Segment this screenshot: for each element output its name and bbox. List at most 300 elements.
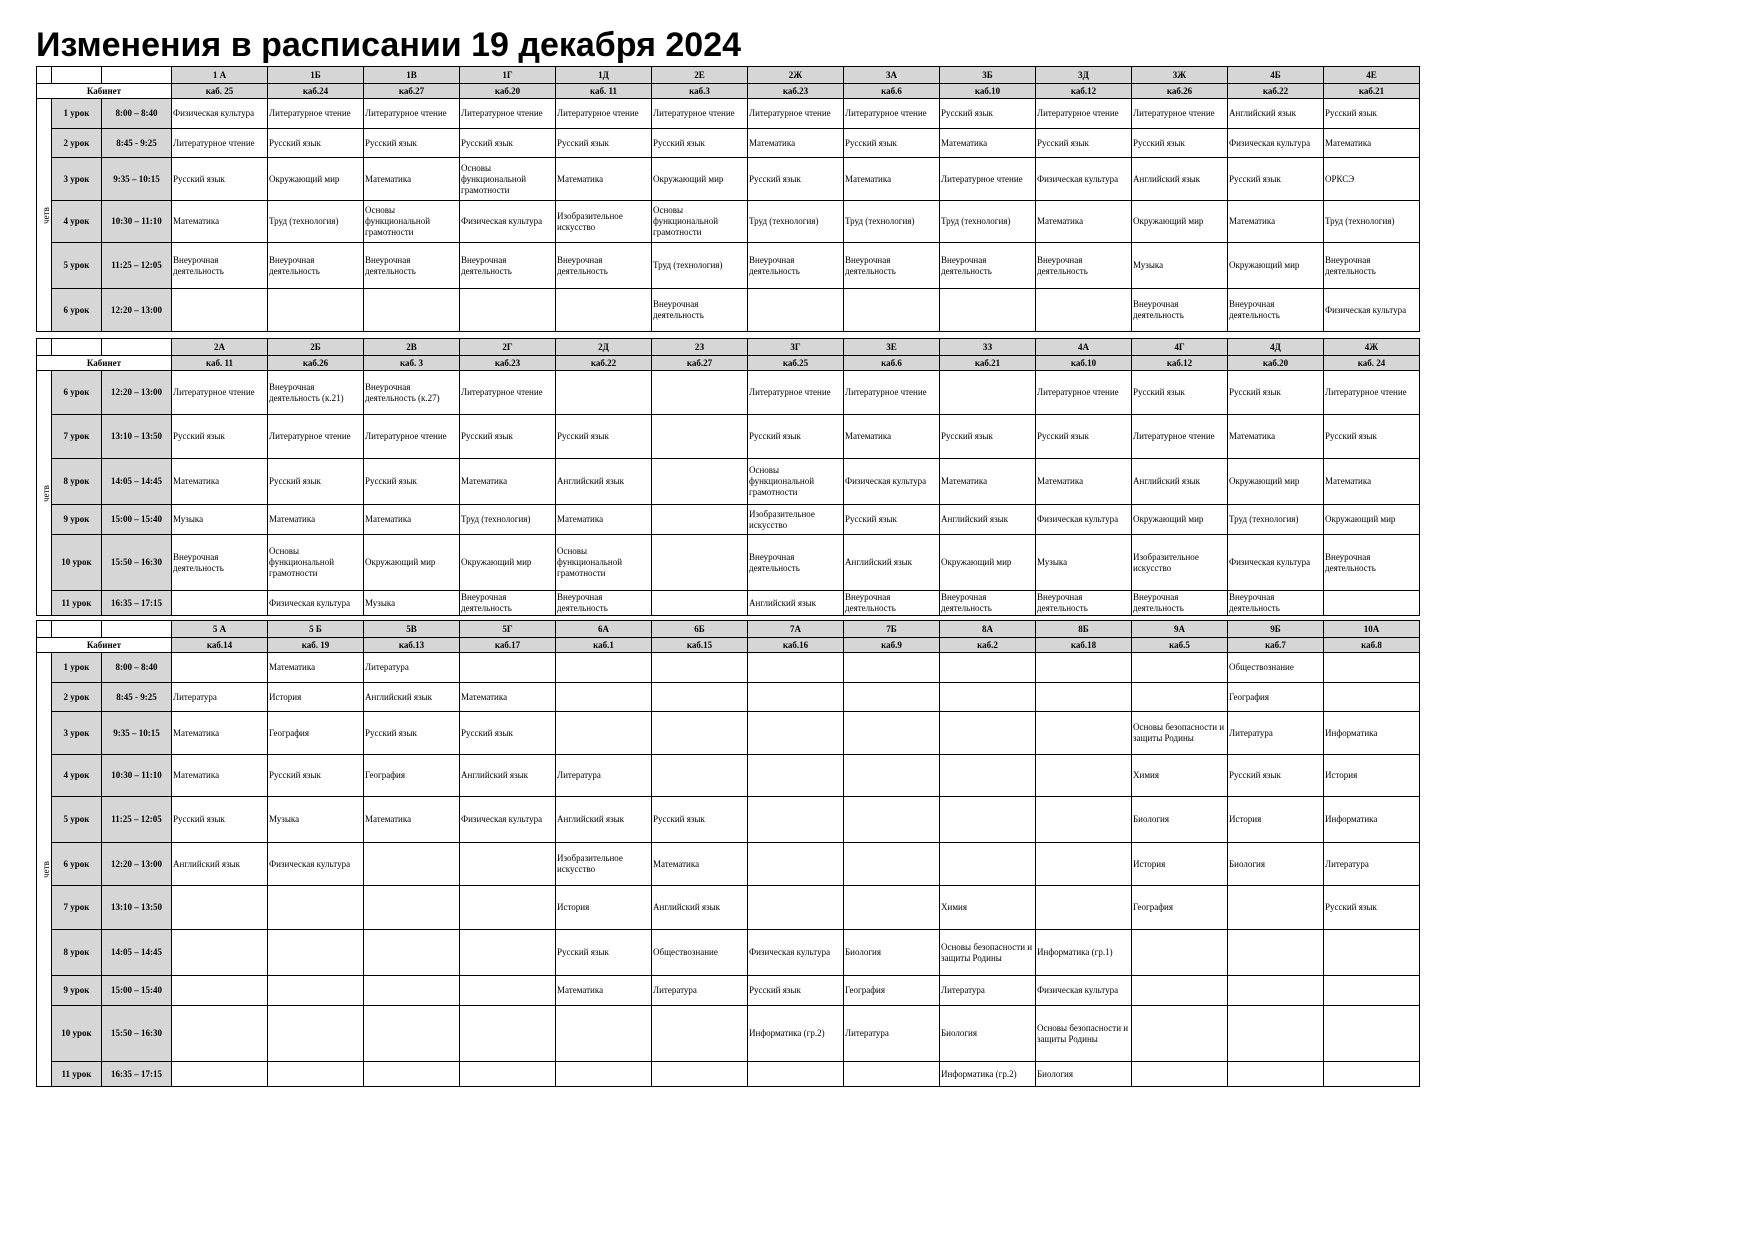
lesson-cell: Биология bbox=[940, 1006, 1036, 1062]
empty-lesson-cell bbox=[556, 1006, 652, 1062]
empty-lesson-cell bbox=[1036, 289, 1132, 332]
empty-lesson-cell bbox=[460, 1062, 556, 1087]
empty-lesson-cell bbox=[1132, 1062, 1228, 1087]
lesson-cell: Окружающий мир bbox=[940, 535, 1036, 591]
period-label: 7 урок bbox=[52, 415, 102, 459]
class-name: 10А bbox=[1324, 621, 1420, 638]
room-number: каб.13 bbox=[364, 638, 460, 653]
empty-lesson-cell bbox=[268, 886, 364, 930]
class-name: 7А bbox=[748, 621, 844, 638]
period-time: 9:35 – 10:15 bbox=[102, 712, 172, 755]
class-name: 2В bbox=[364, 339, 460, 356]
lesson-cell: Основы функциональной грамотности bbox=[460, 158, 556, 201]
empty-lesson-cell bbox=[268, 1006, 364, 1062]
room-number: каб.23 bbox=[748, 84, 844, 99]
empty-lesson-cell bbox=[652, 371, 748, 415]
lesson-cell: Физическая культура bbox=[1228, 535, 1324, 591]
lesson-cell: Окружающий мир bbox=[1132, 201, 1228, 243]
lesson-cell: Литература bbox=[556, 755, 652, 797]
period-time: 16:35 – 17:15 bbox=[102, 591, 172, 616]
room-number: каб. 19 bbox=[268, 638, 364, 653]
room-number: каб.17 bbox=[460, 638, 556, 653]
lesson-cell: Внеурочная деятельность bbox=[1132, 591, 1228, 616]
room-number: каб.22 bbox=[556, 356, 652, 371]
lesson-cell: Русский язык bbox=[268, 459, 364, 505]
period-time: 11:25 – 12:05 bbox=[102, 243, 172, 289]
room-number: каб.26 bbox=[268, 356, 364, 371]
lesson-cell: Информатика bbox=[1324, 797, 1420, 843]
class-name: 4Д bbox=[1228, 339, 1324, 356]
class-name: 3Б bbox=[940, 67, 1036, 84]
lesson-cell: Информатика (гр.1) bbox=[1036, 930, 1132, 976]
empty-lesson-cell bbox=[748, 797, 844, 843]
lesson-cell: Музыка bbox=[1036, 535, 1132, 591]
class-name: 2З bbox=[652, 339, 748, 356]
period-label: 3 урок bbox=[52, 712, 102, 755]
lesson-cell: Внеурочная деятельность (к.27) bbox=[364, 371, 460, 415]
lesson-cell: Русский язык bbox=[748, 415, 844, 459]
room-number: каб.5 bbox=[1132, 638, 1228, 653]
lesson-cell: Литературное чтение bbox=[364, 99, 460, 129]
lesson-cell: Математика bbox=[556, 505, 652, 535]
class-name: 5В bbox=[364, 621, 460, 638]
lesson-cell: Основы функциональной грамотности bbox=[748, 459, 844, 505]
class-name: 9Б bbox=[1228, 621, 1324, 638]
lesson-cell: Английский язык bbox=[652, 886, 748, 930]
empty-lesson-cell bbox=[268, 930, 364, 976]
empty-lesson-cell bbox=[1324, 683, 1420, 712]
empty-lesson-cell bbox=[940, 289, 1036, 332]
lesson-cell: Литературное чтение bbox=[268, 415, 364, 459]
empty-lesson-cell bbox=[268, 976, 364, 1006]
lesson-cell: Физическая культура bbox=[460, 797, 556, 843]
lesson-cell: Химия bbox=[940, 886, 1036, 930]
lesson-cell: Обществознание bbox=[652, 930, 748, 976]
empty-lesson-cell bbox=[940, 797, 1036, 843]
empty-lesson-cell bbox=[556, 653, 652, 683]
header-corner-time bbox=[102, 621, 172, 638]
room-number: каб. 24 bbox=[1324, 356, 1420, 371]
class-name: 5Г bbox=[460, 621, 556, 638]
lesson-cell: Русский язык bbox=[940, 99, 1036, 129]
empty-lesson-cell bbox=[364, 1006, 460, 1062]
room-number: каб.20 bbox=[460, 84, 556, 99]
page-title: Изменения в расписании 19 декабря 2024 bbox=[36, 26, 742, 64]
header-corner-day bbox=[37, 621, 52, 638]
empty-lesson-cell bbox=[1132, 930, 1228, 976]
lesson-cell: Русский язык bbox=[172, 158, 268, 201]
empty-lesson-cell bbox=[1132, 976, 1228, 1006]
lesson-cell: Русский язык bbox=[1036, 415, 1132, 459]
lesson-cell: Литературное чтение bbox=[844, 371, 940, 415]
class-name: 5 А bbox=[172, 621, 268, 638]
lesson-cell: Внеурочная деятельность bbox=[172, 535, 268, 591]
lesson-cell: Труд (технология) bbox=[844, 201, 940, 243]
class-name: 4Ж bbox=[1324, 339, 1420, 356]
empty-lesson-cell bbox=[460, 653, 556, 683]
empty-lesson-cell bbox=[1036, 683, 1132, 712]
lesson-cell: Русский язык bbox=[1324, 415, 1420, 459]
lesson-cell: Внеурочная деятельность bbox=[652, 289, 748, 332]
room-number: каб.24 bbox=[268, 84, 364, 99]
lesson-row bbox=[37, 201, 1420, 243]
room-row-caption: Кабинет bbox=[37, 638, 172, 653]
room-number: каб. 25 bbox=[172, 84, 268, 99]
lesson-cell: Русский язык bbox=[652, 129, 748, 158]
lesson-cell: Внеурочная деятельность bbox=[748, 535, 844, 591]
lesson-cell: Биология bbox=[844, 930, 940, 976]
lesson-cell: Русский язык bbox=[364, 712, 460, 755]
room-number: каб.10 bbox=[940, 84, 1036, 99]
lesson-cell: Внеурочная деятельность bbox=[460, 243, 556, 289]
room-number: каб.7 bbox=[1228, 638, 1324, 653]
empty-lesson-cell bbox=[940, 683, 1036, 712]
room-number: каб.27 bbox=[652, 356, 748, 371]
empty-lesson-cell bbox=[940, 653, 1036, 683]
lesson-row bbox=[37, 243, 1420, 289]
period-label: 10 урок bbox=[52, 1006, 102, 1062]
period-label: 5 урок bbox=[52, 797, 102, 843]
lesson-cell: Английский язык bbox=[844, 535, 940, 591]
lesson-cell: Математика bbox=[460, 683, 556, 712]
lesson-cell: Внеурочная деятельность bbox=[1132, 289, 1228, 332]
lesson-cell: Литература bbox=[844, 1006, 940, 1062]
lesson-cell: Окружающий мир bbox=[268, 158, 364, 201]
empty-lesson-cell bbox=[268, 1062, 364, 1087]
room-number: каб.23 bbox=[460, 356, 556, 371]
class-name: 2Ж bbox=[748, 67, 844, 84]
lesson-row bbox=[37, 653, 1420, 683]
empty-lesson-cell bbox=[940, 755, 1036, 797]
empty-lesson-cell bbox=[844, 843, 940, 886]
period-time: 9:35 – 10:15 bbox=[102, 158, 172, 201]
empty-lesson-cell bbox=[1324, 1006, 1420, 1062]
lesson-cell: Окружающий мир bbox=[1228, 243, 1324, 289]
empty-lesson-cell bbox=[748, 886, 844, 930]
lesson-row bbox=[37, 712, 1420, 755]
empty-lesson-cell bbox=[940, 371, 1036, 415]
lesson-row bbox=[37, 683, 1420, 712]
day-label bbox=[37, 99, 52, 332]
period-label: 1 урок bbox=[52, 653, 102, 683]
lesson-cell: Музыка bbox=[268, 797, 364, 843]
lesson-cell: Физическая культура bbox=[1228, 129, 1324, 158]
empty-lesson-cell bbox=[1324, 976, 1420, 1006]
lesson-cell: Внеурочная деятельность bbox=[1324, 535, 1420, 591]
lesson-cell: Обществознание bbox=[1228, 653, 1324, 683]
lesson-row bbox=[37, 371, 1420, 415]
lesson-cell: Биология bbox=[1132, 797, 1228, 843]
lesson-cell: Русский язык bbox=[364, 129, 460, 158]
lesson-cell: Русский язык bbox=[1228, 371, 1324, 415]
lesson-cell: География bbox=[844, 976, 940, 1006]
empty-lesson-cell bbox=[844, 653, 940, 683]
header-corner-period bbox=[52, 621, 102, 638]
period-time: 12:20 – 13:00 bbox=[102, 371, 172, 415]
empty-lesson-cell bbox=[652, 1062, 748, 1087]
empty-lesson-cell bbox=[364, 1062, 460, 1087]
lesson-cell: Русский язык bbox=[940, 415, 1036, 459]
lesson-cell: Окружающий мир bbox=[460, 535, 556, 591]
lesson-cell: Литература bbox=[1228, 712, 1324, 755]
lesson-cell: Русский язык bbox=[1132, 129, 1228, 158]
room-number: каб.16 bbox=[748, 638, 844, 653]
lesson-cell: Математика bbox=[364, 158, 460, 201]
lesson-cell: Информатика (гр.2) bbox=[748, 1006, 844, 1062]
empty-lesson-cell bbox=[172, 886, 268, 930]
lesson-cell: Литературное чтение bbox=[364, 415, 460, 459]
lesson-cell: Литературное чтение bbox=[748, 99, 844, 129]
lesson-cell: Английский язык bbox=[940, 505, 1036, 535]
lesson-row bbox=[37, 289, 1420, 332]
lesson-cell: Русский язык bbox=[556, 930, 652, 976]
lesson-cell: Математика bbox=[460, 459, 556, 505]
period-label: 9 урок bbox=[52, 976, 102, 1006]
lesson-cell: Внеурочная деятельность bbox=[556, 591, 652, 616]
empty-lesson-cell bbox=[1036, 797, 1132, 843]
period-label: 4 урок bbox=[52, 201, 102, 243]
empty-lesson-cell bbox=[1132, 1006, 1228, 1062]
lesson-cell: История bbox=[268, 683, 364, 712]
period-time: 8:00 – 8:40 bbox=[102, 653, 172, 683]
class-name: 2Б bbox=[268, 339, 364, 356]
lesson-cell: Английский язык bbox=[1132, 158, 1228, 201]
empty-lesson-cell bbox=[748, 1062, 844, 1087]
empty-lesson-cell bbox=[556, 683, 652, 712]
lesson-cell: Русский язык bbox=[1132, 371, 1228, 415]
period-time: 15:00 – 15:40 bbox=[102, 505, 172, 535]
lesson-row bbox=[37, 129, 1420, 158]
empty-lesson-cell bbox=[844, 797, 940, 843]
empty-lesson-cell bbox=[556, 1062, 652, 1087]
lesson-cell: Литературное чтение bbox=[1036, 371, 1132, 415]
lesson-cell: Окружающий мир bbox=[1324, 505, 1420, 535]
lesson-cell: Русский язык bbox=[460, 129, 556, 158]
empty-lesson-cell bbox=[652, 591, 748, 616]
period-label: 1 урок bbox=[52, 99, 102, 129]
room-number: каб.21 bbox=[1324, 84, 1420, 99]
lesson-cell: Литературное чтение bbox=[940, 158, 1036, 201]
room-number: каб.2 bbox=[940, 638, 1036, 653]
period-time: 10:30 – 11:10 bbox=[102, 201, 172, 243]
empty-lesson-cell bbox=[172, 653, 268, 683]
lesson-cell: Основы функциональной грамотности bbox=[268, 535, 364, 591]
room-number: каб.6 bbox=[844, 356, 940, 371]
empty-lesson-cell bbox=[1036, 755, 1132, 797]
period-time: 15:50 – 16:30 bbox=[102, 1006, 172, 1062]
room-row bbox=[37, 84, 1420, 99]
lesson-cell: Основы безопасности и защиты Родины bbox=[940, 930, 1036, 976]
room-number: каб.20 bbox=[1228, 356, 1324, 371]
class-name: 2Д bbox=[556, 339, 652, 356]
empty-lesson-cell bbox=[748, 712, 844, 755]
lesson-cell: Математика bbox=[1228, 415, 1324, 459]
empty-lesson-cell bbox=[1228, 1062, 1324, 1087]
lesson-cell: Литературное чтение bbox=[1036, 99, 1132, 129]
period-label: 2 урок bbox=[52, 683, 102, 712]
class-name: 3А bbox=[844, 67, 940, 84]
lesson-cell: Английский язык bbox=[1132, 459, 1228, 505]
room-number: каб.15 bbox=[652, 638, 748, 653]
class-name: 1Б bbox=[268, 67, 364, 84]
lesson-cell: Литературное чтение bbox=[556, 99, 652, 129]
class-name: 7Б bbox=[844, 621, 940, 638]
empty-lesson-cell bbox=[652, 712, 748, 755]
empty-lesson-cell bbox=[1324, 653, 1420, 683]
period-label: 6 урок bbox=[52, 371, 102, 415]
empty-lesson-cell bbox=[1036, 886, 1132, 930]
lesson-row bbox=[37, 415, 1420, 459]
lesson-row bbox=[37, 99, 1420, 129]
header-corner-day bbox=[37, 339, 52, 356]
empty-lesson-cell bbox=[556, 371, 652, 415]
schedule-table-2 bbox=[36, 338, 1420, 616]
lesson-cell: Математика bbox=[268, 653, 364, 683]
lesson-cell: Окружающий мир bbox=[364, 535, 460, 591]
lesson-cell: Изобразительное искусство bbox=[556, 201, 652, 243]
lesson-cell: Русский язык bbox=[1324, 886, 1420, 930]
room-number: каб.22 bbox=[1228, 84, 1324, 99]
class-name: 1Д bbox=[556, 67, 652, 84]
empty-lesson-cell bbox=[1324, 930, 1420, 976]
empty-lesson-cell bbox=[172, 930, 268, 976]
lesson-cell: Русский язык bbox=[1228, 755, 1324, 797]
empty-lesson-cell bbox=[652, 535, 748, 591]
empty-lesson-cell bbox=[556, 289, 652, 332]
lesson-cell: Литература bbox=[172, 683, 268, 712]
empty-lesson-cell bbox=[1132, 683, 1228, 712]
lesson-cell: Русский язык bbox=[844, 505, 940, 535]
empty-lesson-cell bbox=[268, 289, 364, 332]
empty-lesson-cell bbox=[1324, 591, 1420, 616]
lesson-cell: Литературное чтение bbox=[172, 371, 268, 415]
lesson-cell: Физическая культура bbox=[1036, 505, 1132, 535]
room-number: каб. 11 bbox=[172, 356, 268, 371]
lesson-cell: Математика bbox=[172, 755, 268, 797]
lesson-cell: География bbox=[1132, 886, 1228, 930]
lesson-cell: Математика bbox=[556, 158, 652, 201]
lesson-cell: Русский язык bbox=[748, 158, 844, 201]
day-label-text: четв bbox=[40, 861, 51, 878]
room-number: каб.26 bbox=[1132, 84, 1228, 99]
class-name: 9А bbox=[1132, 621, 1228, 638]
period-time: 12:20 – 13:00 bbox=[102, 843, 172, 886]
lesson-cell: Основы функциональной грамотности bbox=[364, 201, 460, 243]
empty-lesson-cell bbox=[748, 755, 844, 797]
lesson-cell: Математика bbox=[172, 712, 268, 755]
lesson-cell: Литература bbox=[1324, 843, 1420, 886]
room-row-caption: Кабинет bbox=[37, 356, 172, 371]
period-time: 14:05 – 14:45 bbox=[102, 930, 172, 976]
lesson-cell: Изобразительное искусство bbox=[1132, 535, 1228, 591]
empty-lesson-cell bbox=[460, 843, 556, 886]
lesson-cell: Математика bbox=[652, 843, 748, 886]
period-time: 13:10 – 13:50 bbox=[102, 415, 172, 459]
empty-lesson-cell bbox=[364, 886, 460, 930]
class-name: 3З bbox=[940, 339, 1036, 356]
day-label bbox=[37, 371, 52, 616]
lesson-cell: История bbox=[1228, 797, 1324, 843]
empty-lesson-cell bbox=[652, 1006, 748, 1062]
lesson-cell: Литературное чтение bbox=[844, 99, 940, 129]
empty-lesson-cell bbox=[1228, 930, 1324, 976]
period-time: 15:50 – 16:30 bbox=[102, 535, 172, 591]
period-label: 8 урок bbox=[52, 930, 102, 976]
lesson-cell: Труд (технология) bbox=[748, 201, 844, 243]
lesson-row bbox=[37, 930, 1420, 976]
class-name: 3Г bbox=[748, 339, 844, 356]
lesson-cell: Литературное чтение bbox=[1132, 99, 1228, 129]
empty-lesson-cell bbox=[748, 683, 844, 712]
empty-lesson-cell bbox=[460, 930, 556, 976]
room-row bbox=[37, 638, 1420, 653]
lesson-cell: Физическая культура bbox=[1036, 158, 1132, 201]
empty-lesson-cell bbox=[844, 289, 940, 332]
class-name: 3Ж bbox=[1132, 67, 1228, 84]
lesson-cell: Изобразительное искусство bbox=[748, 505, 844, 535]
room-row-caption: Кабинет bbox=[37, 84, 172, 99]
empty-lesson-cell bbox=[844, 755, 940, 797]
empty-lesson-cell bbox=[1036, 712, 1132, 755]
lesson-cell: Окружающий мир bbox=[652, 158, 748, 201]
lesson-cell: Труд (технология) bbox=[460, 505, 556, 535]
lesson-cell: Математика bbox=[364, 505, 460, 535]
period-label: 11 урок bbox=[52, 1062, 102, 1087]
lesson-cell: Литературное чтение bbox=[1324, 371, 1420, 415]
empty-lesson-cell bbox=[556, 712, 652, 755]
class-name: 2А bbox=[172, 339, 268, 356]
lesson-cell: Математика bbox=[748, 129, 844, 158]
room-number: каб.3 bbox=[652, 84, 748, 99]
lesson-cell: Изобразительное искусство bbox=[556, 843, 652, 886]
class-header-row bbox=[37, 339, 1420, 356]
lesson-cell: Английский язык bbox=[556, 459, 652, 505]
lesson-cell: Физическая культура bbox=[268, 843, 364, 886]
header-corner-day bbox=[37, 67, 52, 84]
empty-lesson-cell bbox=[1324, 1062, 1420, 1087]
room-number: каб.12 bbox=[1036, 84, 1132, 99]
lesson-cell: Русский язык bbox=[172, 415, 268, 459]
period-label: 10 урок bbox=[52, 535, 102, 591]
empty-lesson-cell bbox=[460, 976, 556, 1006]
header-corner-time bbox=[102, 339, 172, 356]
class-header-row bbox=[37, 621, 1420, 638]
lesson-cell: Труд (технология) bbox=[268, 201, 364, 243]
lesson-cell: Русский язык bbox=[556, 415, 652, 459]
header-corner-time bbox=[102, 67, 172, 84]
period-label: 7 урок bbox=[52, 886, 102, 930]
lesson-cell: География bbox=[268, 712, 364, 755]
lesson-cell: Музыка bbox=[364, 591, 460, 616]
period-label: 5 урок bbox=[52, 243, 102, 289]
lesson-cell: Физическая культура bbox=[268, 591, 364, 616]
room-number: каб.12 bbox=[1132, 356, 1228, 371]
room-number: каб.9 bbox=[844, 638, 940, 653]
lesson-cell: Окружающий мир bbox=[1132, 505, 1228, 535]
period-label: 11 урок bbox=[52, 591, 102, 616]
empty-lesson-cell bbox=[844, 683, 940, 712]
lesson-cell: Музыка bbox=[1132, 243, 1228, 289]
room-number: каб.10 bbox=[1036, 356, 1132, 371]
empty-lesson-cell bbox=[652, 415, 748, 459]
lesson-cell: Внеурочная деятельность bbox=[1324, 243, 1420, 289]
lesson-cell: Основы функциональной грамотности bbox=[652, 201, 748, 243]
lesson-cell: Внеурочная деятельность bbox=[364, 243, 460, 289]
empty-lesson-cell bbox=[652, 459, 748, 505]
lesson-row bbox=[37, 459, 1420, 505]
empty-lesson-cell bbox=[460, 289, 556, 332]
class-header-row bbox=[37, 67, 1420, 84]
